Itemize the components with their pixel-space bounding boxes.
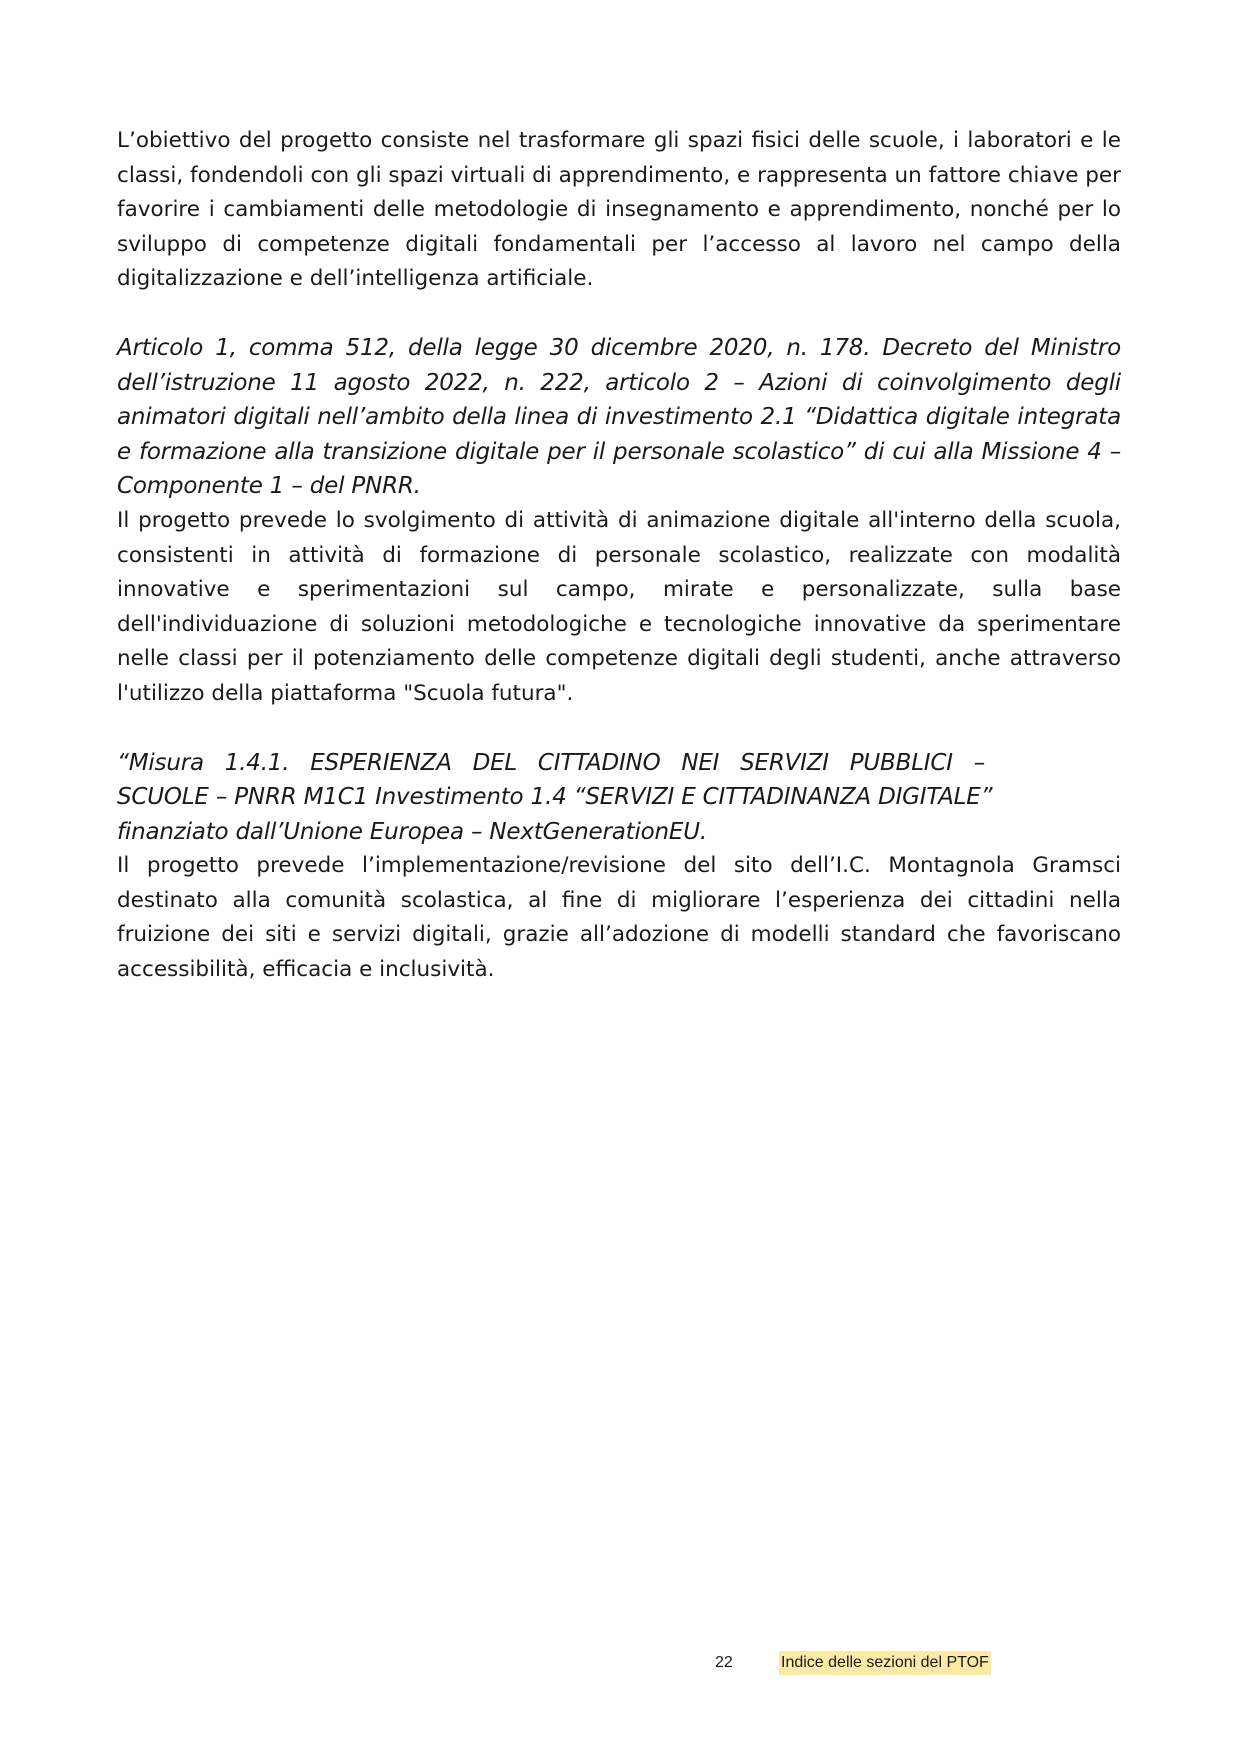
index-sections-link[interactable]: Indice delle sezioni del PTOF (779, 1651, 991, 1675)
misura-heading (117, 746, 1121, 850)
page-footer (0, 1651, 1243, 1675)
document-body (117, 124, 1121, 988)
misura-heading-line-1: “Misura 1.4.1. ESPERIENZA DEL CITTADINO NEI SERVIZI PUBBLICI – (117, 749, 985, 776)
paragraph-gap (117, 712, 1121, 746)
misura-heading-line-2: SCUOLE – PNRR M1C1 Investimento 1.4 “SERVIZI E CITTADINANZA DIGITALE” (117, 784, 993, 811)
paragraph-digital-animation: Il progetto prevede lo svolgimento di attività di animazione digitale all'interno della scuola, consistenti in attività di formazione di personale scolastico, realizzate con modalità innovative e sperimentazioni sul campo, mirate e personalizzate, sulla base dell'individuazione di soluzioni metodologiche e tecnologiche innovative da sperimentare nelle classi per il potenziamento delle competenze digitali degli studenti, anche attraverso l'utilizzo della piattaforma "Scuola futura". (117, 507, 1121, 706)
page-number: 22 (715, 1654, 733, 1671)
paragraph-gap (117, 297, 1121, 331)
paragraph-website-project: Il progetto prevede l’implementazione/revisione del sito dell’I.C. Montagnola Gramsci destinato alla comunità scolastica, al fine di migliorare l’esperienza dei cittadini nella fruizione dei siti e servizi digitali, grazie all’adozione di modelli standard che favoriscano accessibilità, efficacia e inclusività. (117, 853, 1121, 983)
paragraph-legal-reference: Articolo 1, comma 512, della legge 30 dicembre 2020, n. 178. Decreto del Ministro dell’istruzione 11 agosto 2022, n. 222, articolo 2 – Azioni di coinvolgimento degli animatori digitali nell’ambito della linea di investimento 2.1 “Didattica digitale integrata e formazione alla transizione digitale per il personale scolastico” di cui alla Missione 4 – Componente 1 – del PNRR. (117, 334, 1121, 500)
misura-heading-line-3: finanziato dall’Unione Europea – NextGenerationEU. (117, 818, 707, 845)
paragraph-project-objective: L’obiettivo del progetto consiste nel trasformare gli spazi fisici delle scuole, i laboratori e le classi, fondendoli con gli spazi virtuali di apprendimento, e rappresenta un fattore chiave per favorire i cambiamenti delle metodologie di insegnamento e apprendimento, nonché per lo sviluppo di competenze digitali fondamentali per l’accesso al lavoro nel campo della digitalizzazione e dell’intelligenza artificiale. (117, 128, 1121, 292)
